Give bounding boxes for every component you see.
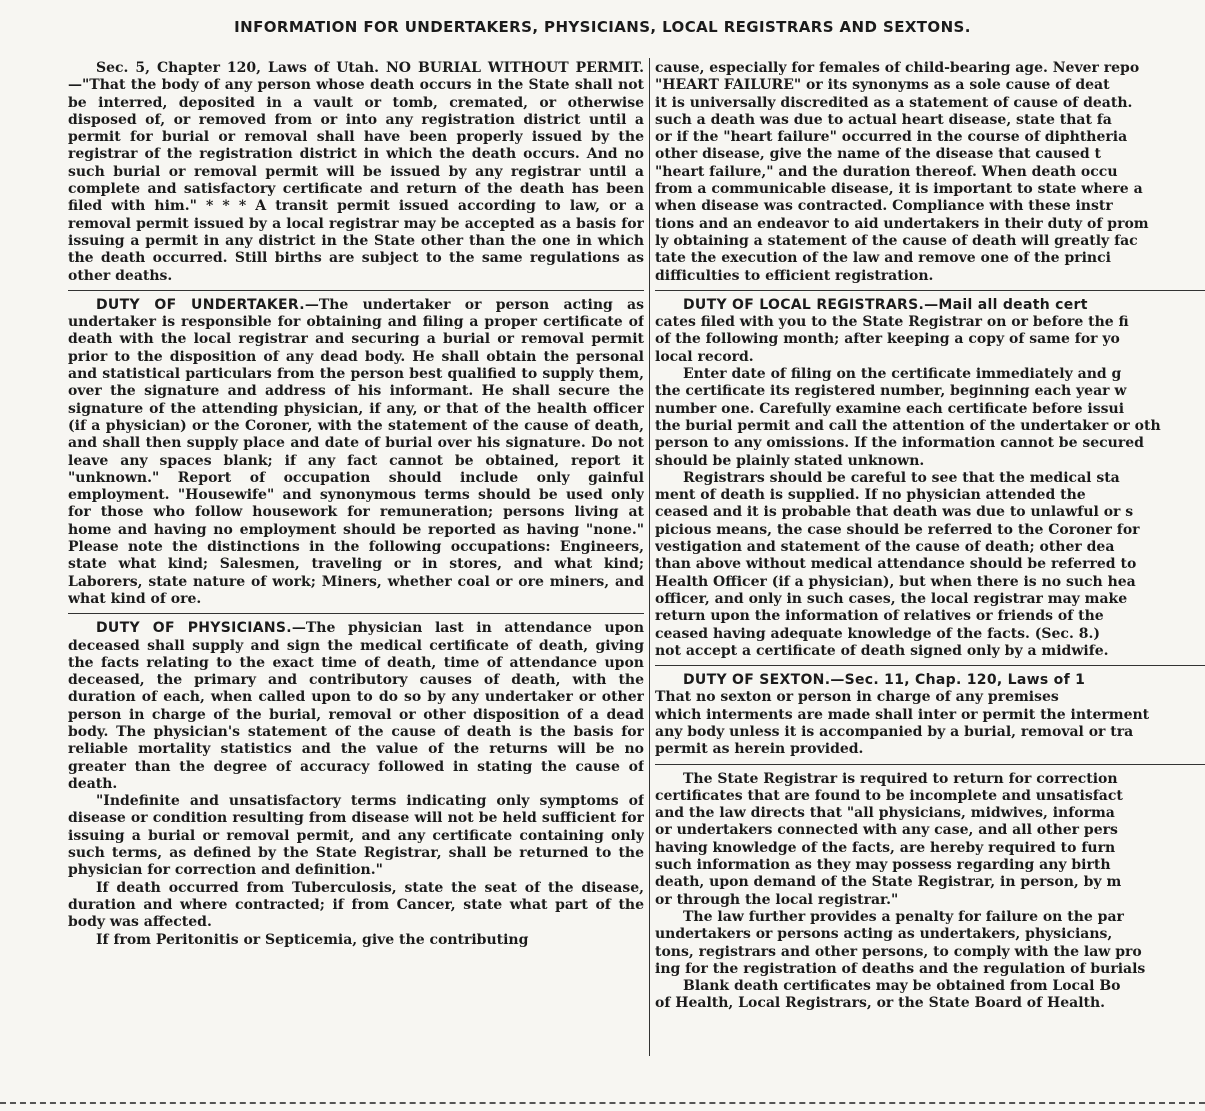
line: Health Officer (if a physician), but when there is no such hea: [655, 573, 1136, 590]
line: number one. Carefully examine each certificate before issui: [655, 400, 1125, 417]
no-burial-text: Sec. 5, Chapter 120, Laws of Utah. NO BURIAL WITHOUT PERMIT.—"That the body of any person whose death occurs in the State shall not be interred, deposited in a vault or tomb, cremated, or otherwise disposed of, or removed from or into any registration district until a permit for burial or removal shall have been properly issued by the registrar of the registration district in which the death occurs. And no such burial or removal permit will be issued by any registrar until a complete and satisfactory certificate and return of the death has been filed with him." * * * A transit permit issued according to law, or a removal permit issued by a local registrar may be accepted as a basis for issuing a permit in any district in the State other than the one in which the death occurred. Still births are subject to the same regulations as other deaths.: [68, 60, 644, 284]
section-continuation: [655, 60, 1205, 285]
line: picious means, the case should be referred to the Coroner for: [655, 521, 1140, 538]
physicians-p3: If death occurred from Tuberculosis, state the seat of the disease, duration and where contracted; if from Cancer, state what part of the body was affected.: [68, 879, 644, 931]
line: return upon the information of relatives or friends of the: [655, 608, 1104, 625]
line: or through the local registrar.": [655, 891, 899, 908]
line: having knowledge of the facts, are hereby required to furn: [655, 839, 1116, 856]
line: The State Registrar is required to return for correction: [683, 770, 1118, 787]
line: of Health, Local Registrars, or the State Board of Health.: [655, 995, 1106, 1012]
undertaker-heading: DUTY OF UNDERTAKER.: [96, 296, 305, 313]
line: cates filed with you to the State Registrar on or before the fi: [655, 314, 1129, 331]
sexton-heading-line: DUTY OF SEXTON.—Sec. 11, Chap. 120, Laws of 1: [683, 672, 1086, 689]
section-state-registrar: [655, 771, 1205, 1013]
section-no-burial: [68, 60, 644, 285]
section-rule: [655, 290, 1205, 291]
line: person to any omissions. If the information cannot be secured: [655, 435, 1144, 452]
physicians-p2: "Indefinite and unsatisfactory terms indicating only symptoms of disease or condition resulting from disease will not be held sufficient for issuing a burial or removal permit, and any certificate containing only such terms, as defined by the State Registrar, shall be returned to the physician for correction and definition.": [68, 793, 644, 879]
line: it is universally discredited as a statement of cause of death.: [655, 94, 1133, 111]
line: ceased and it is probable that death was due to unlawful or s: [655, 504, 1134, 521]
line: vestigation and statement of the cause of death; other dea: [655, 539, 1115, 556]
line: the certificate its registered number, beginning each year w: [655, 383, 1127, 400]
line: any body unless it is accompanied by a burial, removal or tra: [655, 723, 1134, 740]
line: "heart failure," and the duration thereof. When death occu: [655, 163, 1118, 180]
line: ceased having adequate knowledge of the facts. (Sec. 8.): [655, 625, 1100, 642]
line: permit as herein provided.: [655, 741, 864, 758]
line: undertakers or persons acting as undertakers, physicians,: [655, 926, 1113, 943]
line: death, upon demand of the State Registrar, in person, by m: [655, 874, 1122, 891]
physicians-p4: If from Peritonitis or Septicemia, give the contributing: [96, 931, 529, 948]
line: ment of death is supplied. If no physician attended the: [655, 487, 1086, 504]
section-rule: [68, 613, 644, 614]
right-column: [655, 60, 1205, 1061]
undertaker-text: —The undertaker or person acting as undertaker is responsible for obtaining and filing a proper certificate of death with the local registrar and securing a burial or removal permit prior to the disposition of any dead body. He shall obtain the personal and statistical particulars from the person best qualified to supply them, over the signature and address of his informant. He shall secure the signature of the attending physician, if any, or that of the health officer (if a physician) or the Coroner, with the statement of the cause of death, and shall then supply place and date of burial over his signature. Do not leave any spaces blank; if any fact cannot be obtained, report it "unknown." Report of occupation should include only gainful employment. "Housewife" and synonymous terms should be used only for those who follow housework for remuneration; persons living at home and having no employment should be reported as having "none." Please note the distinctions in the following occupations: Engineers, state what kind; Salesmen, traveling or in stores, and what kind; Laborers, state nature of work; Miners, whether coal or ore miners, and what kind of ore.: [68, 296, 644, 607]
line: or undertakers connected with any case, and all other pers: [655, 822, 1118, 839]
line: than above without medical attendance should be referred to: [655, 556, 1137, 573]
physicians-paragraph: [68, 620, 644, 793]
line: "HEART FAILURE" or its synonyms as a sole cause of deat: [655, 77, 1110, 94]
bottom-rule: [0, 1102, 1205, 1104]
line: the burial permit and call the attention of the undertaker or oth: [655, 417, 1161, 434]
line: difficulties to efficient registration.: [655, 267, 934, 284]
line: and the law directs that "all physicians, midwives, informa: [655, 805, 1115, 822]
line: should be plainly stated unknown.: [655, 452, 925, 469]
line: cause, especially for females of child-bearing age. Never repo: [655, 60, 1140, 76]
line: when disease was contracted. Compliance with these instr: [655, 198, 1113, 215]
column-divider: [649, 58, 650, 1056]
line: such information as they may possess regarding any birth: [655, 857, 1111, 874]
line: tions and an endeavor to aid undertakers in their duty of prom: [655, 215, 1149, 232]
line: certificates that are found to be incomplete and unsatisfact: [655, 787, 1123, 804]
section-duty-undertaker: [68, 297, 644, 608]
line: ly obtaining a statement of the cause of death will greatly fac: [655, 232, 1138, 249]
line: officer, and only in such cases, the local registrar may make: [655, 590, 1128, 607]
physicians-heading: DUTY OF PHYSICIANS.: [96, 620, 292, 637]
line: not accept a certificate of death signed only by a midwife.: [655, 642, 1109, 659]
section-duty-sexton: [655, 672, 1205, 758]
line: local record.: [655, 348, 754, 365]
section-duty-local-registrars: [655, 297, 1205, 660]
line: The law further provides a penalty for failure on the par: [683, 908, 1124, 925]
page-title: INFORMATION FOR UNDERTAKERS, PHYSICIANS, LOCAL REGISTRARS AND SEXTONS.: [234, 18, 971, 36]
line: other disease, give the name of the disease that caused t: [655, 146, 1101, 163]
line: or if the "heart failure" occurred in the course of diphtheria: [655, 129, 1128, 146]
undertaker-paragraph: [68, 297, 644, 608]
section-rule: [655, 665, 1205, 666]
line: tons, registrars and other persons, to comply with the law pro: [655, 943, 1142, 960]
line: from a communicable disease, it is important to state where a: [655, 181, 1143, 198]
registrars-heading-line: DUTY OF LOCAL REGISTRARS.—Mail all death cert: [683, 296, 1088, 313]
section-rule: [655, 764, 1205, 765]
line: tate the execution of the law and remove one of the princi: [655, 250, 1111, 267]
line: which interments are made shall inter or permit the interment: [655, 706, 1150, 723]
line: of the following month; after keeping a copy of same for yo: [655, 331, 1120, 348]
line: That no sexton or person in charge of any premises: [655, 689, 1059, 706]
physicians-text: —The physician last in attendance upon deceased shall supply and sign the medical certificate of death, giving the facts relating to the exact time of death, time of attendance upon deceased, the primary and contributory causes of death, with the duration of each, when called upon to do so by any undertaker or other person in charge of the burial, removal or other disposition of a dead body. The physician's statement of the cause of death is the basis for reliable mortality statistics and the value of the returns will be no greater than the degree of accuracy followed in stating the cause of death.: [68, 620, 644, 792]
line: Registrars should be careful to see that the medical sta: [683, 469, 1120, 486]
line: Blank death certificates may be obtained from Local Bo: [683, 978, 1121, 995]
line: ing for the registration of deaths and the regulation of burials: [655, 960, 1146, 977]
section-rule: [68, 290, 644, 291]
line: Enter date of filing on the certificate immediately and g: [683, 366, 1122, 383]
left-column: [68, 60, 644, 1061]
section-duty-physicians: [68, 620, 644, 949]
line: such a death was due to actual heart disease, state that fa: [655, 111, 1112, 128]
